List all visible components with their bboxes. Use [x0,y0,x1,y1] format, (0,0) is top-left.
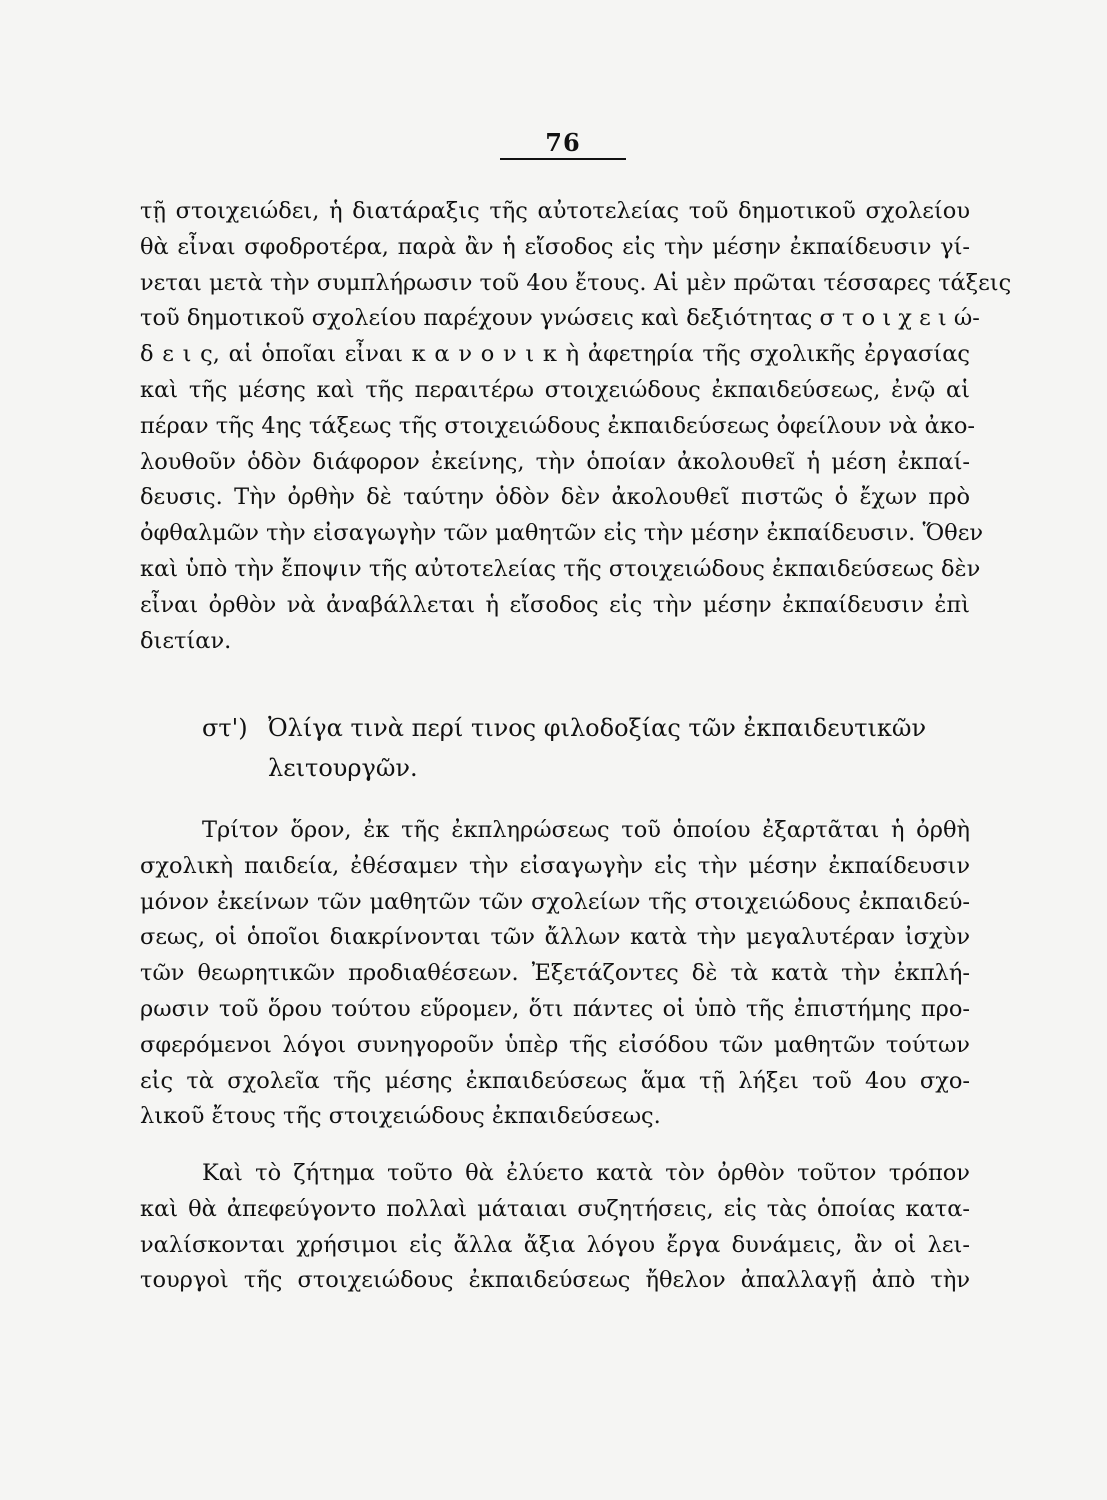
paragraph-2 [140,813,970,1135]
text-line: Καὶ τὸ ζήτημα τοῦτο θὰ ἐλύετο κατὰ τὸν ὀρθὸν τοῦτον τρόπον [202,1160,970,1186]
text-line: εἰς τὰ σχολεῖα τῆς μέσης ἐκπαιδεύσεως ἅμα τῇ λήξει τοῦ 4ου σχο- [140,1067,970,1094]
text-line: διετίαν. [140,627,232,654]
text-line: εἶναι ὀρθὸν νὰ ἀναβάλλεται ἡ εἴσοδος εἰς τὴν μέσην ἐκπαίδευσιν ἐπὶ [140,591,970,618]
text-line: σφερόμενοι λόγοι συνηγοροῦν ὑπὲρ τῆς εἰσόδου τῶν μαθητῶν τούτων [140,1031,970,1058]
section-title-line-1: Ὀλίγα τινὰ περί τινος φιλοδοξίας τῶν ἐκπαιδευτικῶν [268,714,927,742]
text-line: τουργοὶ τῆς στοιχειώδους ἐκπαιδεύσεως ἤθελον ἀπαλλαγῇ ἀπὸ τὴν [140,1267,970,1294]
section-title-line-2: λειτουργῶν. [268,754,418,782]
text-line: σχολικὴ παιδεία, ἐθέσαμεν τὴν εἰσαγωγὴν εἰς τὴν μέσην ἐκπαίδευσιν [140,852,970,879]
text-line: λουθοῦν ὁδὸν διάφορον ἐκείνης, τὴν ὁποίαν ἀκολουθεῖ ἡ μέση ἐκπαί- [140,448,970,475]
text-line: πέραν τῆς 4ης τάξεως τῆς στοιχειώδους ἐκπαιδεύσεως ὀφείλουν νὰ ἀκο- [140,412,976,439]
text-line: μόνον ἐκείνων τῶν μαθητῶν τῶν σχολείων τῆς στοιχειώδους ἐκπαιδεύ- [140,888,970,915]
text-line: δ ε ι ς, αἱ ὁποῖαι εἶναι κ α ν ο ν ι κ ὴ ἀφετηρία τῆς σχολικῆς ἐργασίας [140,341,970,368]
text-line: ρωσιν τοῦ ὅρου τούτου εὕρομεν, ὅτι πάντες οἱ ὑπὸ τῆς ἐπιστήμης προ- [140,995,970,1022]
page-number: 76 [545,128,581,157]
paragraph-1 [140,194,1012,659]
text-line: καὶ τῆς μέσης καὶ τῆς περαιτέρω στοιχειώδους ἐκπαιδεύσεως, ἐνῷ αἱ [140,376,970,403]
text-line: νεται μετὰ τὴν συμπλήρωσιν τοῦ 4ου ἔτους. Αἱ μὲν πρῶται τέσσαρες τάξεις [140,269,1012,296]
text-line: καὶ θὰ ἀπεφεύγοντο πολλαὶ μάταιαι συζητήσεις, εἰς τὰς ὁποίας κατα- [140,1195,970,1222]
text-line: δευσις. Τὴν ὀρθὴν δὲ ταύτην ὁδὸν δὲν ἀκολουθεῖ πιστῶς ὁ ἔχων πρὸ [140,484,970,511]
text-line: σεως, οἱ ὁποῖοι διακρίνονται τῶν ἄλλων κατὰ τὴν μεγαλυτέραν ἰσχὺν [140,924,970,951]
text-line: καὶ ὑπὸ τὴν ἔποψιν τῆς αὐτοτελείας τῆς στοιχειώδους ἐκπαιδεύσεως δὲν [140,555,981,582]
text-line: τοῦ δημοτικοῦ σχολείου παρέχουν γνώσεις καὶ δεξιότητας σ τ ο ι χ ε ι ώ- [140,305,980,332]
text-line: ὀφθαλμῶν τὴν εἰσαγωγὴν τῶν μαθητῶν εἰς τὴν μέσην ἐκπαίδευσιν. Ὅθεν [140,520,984,547]
text-line: λικοῦ ἔτους τῆς στοιχειώδους ἐκπαιδεύσεως. [140,1103,661,1130]
text-line: τῇ στοιχειώδει, ἡ διατάραξις τῆς αὐτοτελείας τοῦ δημοτικοῦ σχολείου [140,198,970,224]
section-marker: στ') [202,714,248,742]
text-line: Τρίτον ὅρον, ἐκ τῆς ἐκπληρώσεως τοῦ ὁποίου ἐξαρτᾶται ἡ ὀρθὴ [202,817,970,843]
section-heading [202,708,962,788]
text-line: ναλίσκονται χρήσιμοι εἰς ἄλλα ἄξια λόγου ἔργα δυνάμεις, ἂν οἱ λει- [140,1231,970,1258]
text-line: τῶν θεωρητικῶν προδιαθέσεων. Ἐξετάζοντες δὲ τὰ κατὰ τὴν ἐκπλή- [140,960,970,987]
text-line: θὰ εἶναι σφοδροτέρα, παρὰ ἂν ἡ εἴσοδος εἰς τὴν μέσην ἐκπαίδευσιν γί- [140,233,970,260]
page-number-rule [500,158,626,160]
paragraph-3 [140,1156,970,1299]
